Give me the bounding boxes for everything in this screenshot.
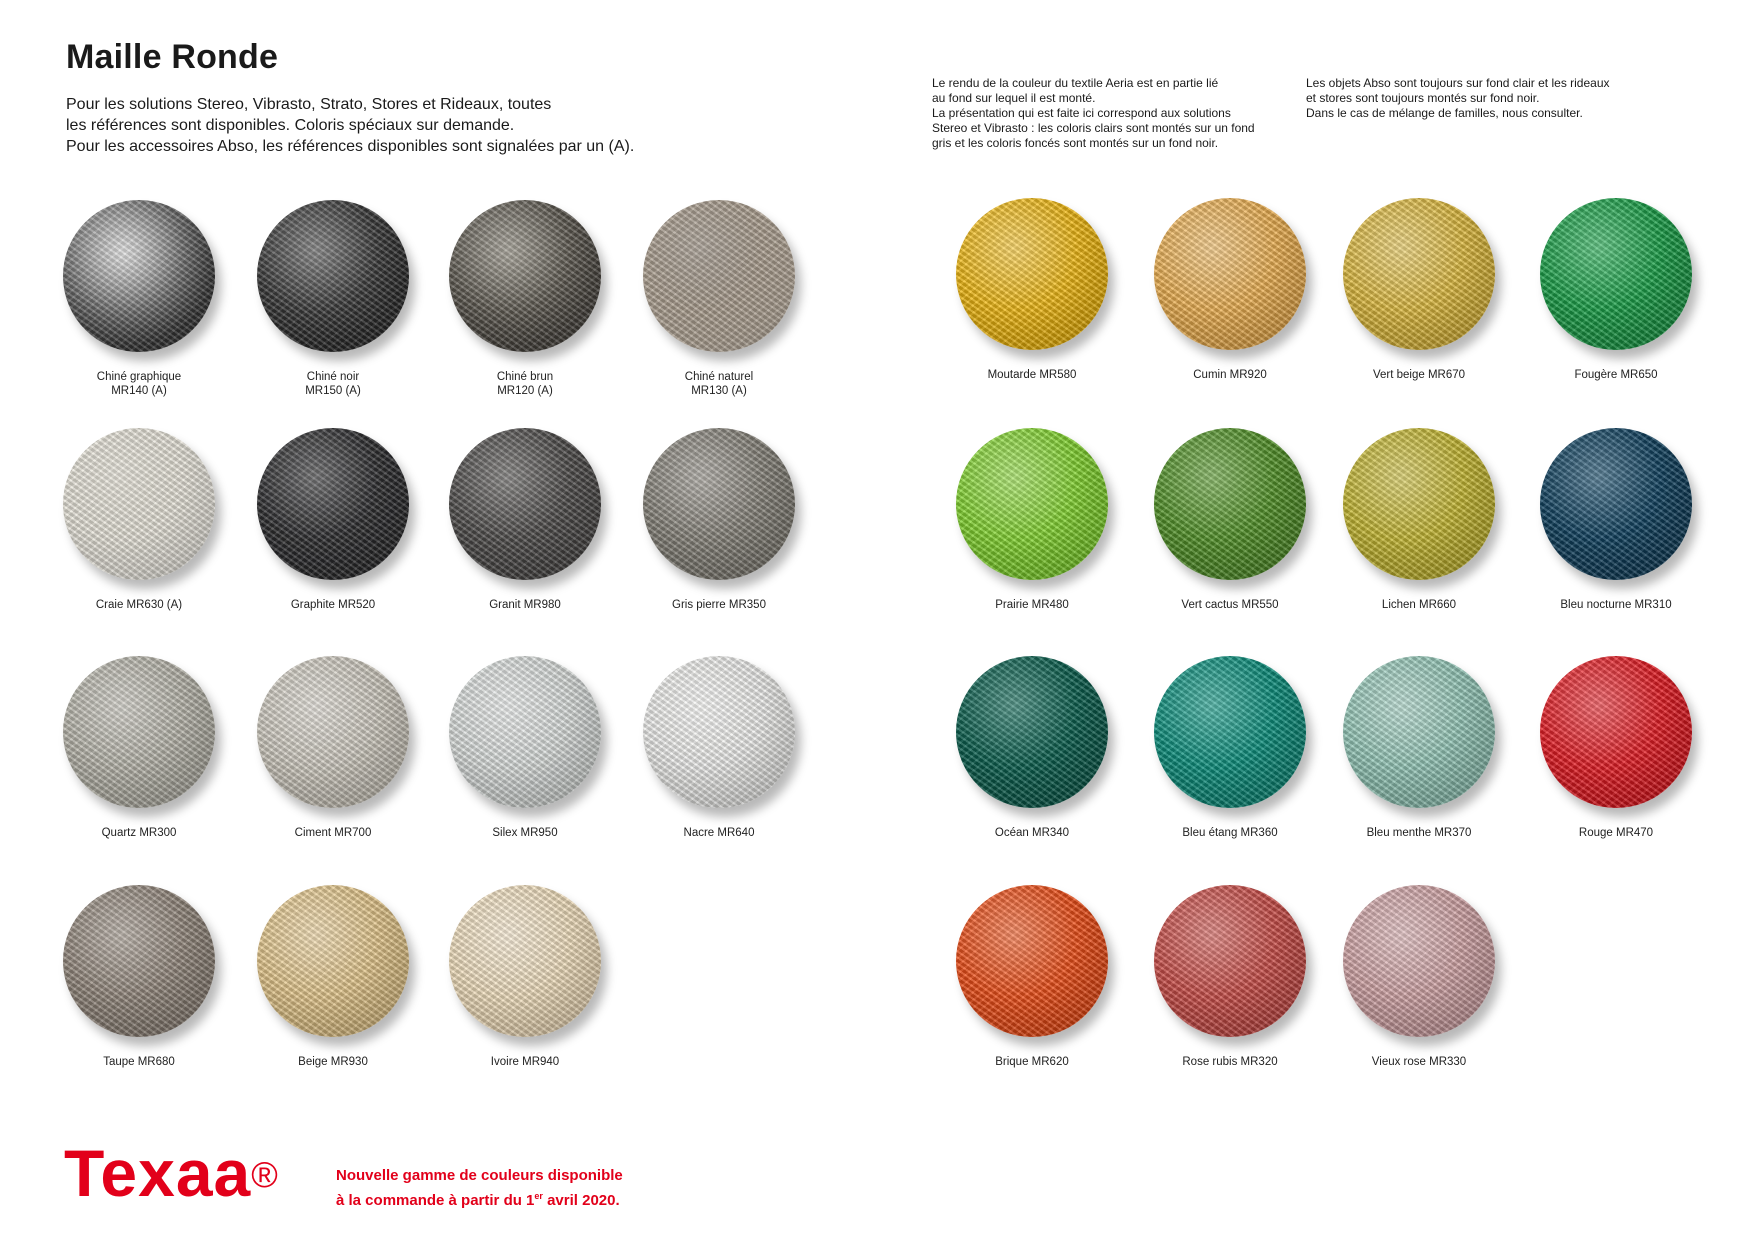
color-swatch — [39, 428, 239, 612]
fabric-swatch-circle — [257, 428, 409, 580]
swatch-label — [932, 826, 1132, 840]
color-swatch — [425, 428, 625, 612]
swatch-name: Beige MR930 — [298, 1056, 368, 1068]
swatch-name: Craie MR630 (A) — [95, 599, 183, 611]
swatch-name: Gris pierre MR350 — [672, 599, 766, 611]
swatch-label — [1130, 368, 1330, 382]
swatch-name: Silex MR950 — [492, 827, 558, 839]
intro-line-1: Pour les solutions Stereo, Vibrasto, Strato, Stores et Rideaux, toutes — [66, 96, 552, 113]
swatch-name: Brique MR620 — [995, 1056, 1069, 1068]
swatch-label — [1130, 598, 1330, 612]
fabric-swatch-circle — [956, 885, 1108, 1037]
swatch-code: MR120 (A) — [497, 385, 553, 397]
color-rendering-note: Le rendu de la couleur du textile Aeria est en partie lié au fond sur lequel il est monté. La présentation qui est faite ici correspond aux solutions Stereo et Vibrasto : les coloris clairs sont montés sur un fond gris et les coloris foncés sont montés sur un fond noir. — [932, 76, 1255, 150]
color-swatch — [1130, 656, 1330, 840]
intro-line-2: les références sont disponibles. Coloris spéciaux sur demande. — [66, 117, 515, 134]
swatch-name: Chiné brun — [496, 371, 554, 383]
fabric-swatch-circle — [956, 198, 1108, 350]
fabric-swatch-circle — [449, 428, 601, 580]
swatch-name: Moutarde MR580 — [987, 369, 1077, 381]
swatch-name: Fougère MR650 — [1574, 369, 1658, 381]
swatch-name: Bleu menthe MR370 — [1366, 827, 1472, 839]
swatch-label — [932, 1055, 1132, 1069]
swatch-name: Vert beige MR670 — [1372, 369, 1466, 381]
color-swatch — [1319, 198, 1519, 382]
fabric-swatch-circle — [1343, 885, 1495, 1037]
fabric-swatch-circle — [449, 885, 601, 1037]
fabric-swatch-circle — [1343, 428, 1495, 580]
swatch-label — [233, 1055, 433, 1069]
swatch-name: Quartz MR300 — [101, 827, 177, 839]
color-swatch — [233, 428, 433, 612]
swatch-label — [1516, 368, 1716, 382]
swatch-name: Lichen MR660 — [1381, 599, 1457, 611]
fabric-swatch-circle — [1154, 885, 1306, 1037]
swatch-name: Bleu étang MR360 — [1182, 827, 1278, 839]
swatch-label — [39, 370, 239, 398]
color-swatch — [425, 200, 625, 398]
fabric-swatch-circle — [449, 200, 601, 352]
swatch-label — [425, 370, 625, 398]
fabric-swatch-circle — [257, 200, 409, 352]
fabric-swatch-circle — [1540, 428, 1692, 580]
promo-line-1: Nouvelle gamme de couleurs disponible — [336, 1167, 623, 1184]
swatch-name: Chiné graphique — [96, 371, 182, 383]
color-swatch — [1319, 428, 1519, 612]
new-range-announcement — [336, 1166, 623, 1211]
swatch-code: MR150 (A) — [305, 385, 361, 397]
intro-line-3: Pour les accessoires Abso, les références disponibles sont signalées par un (A). — [66, 138, 635, 155]
swatch-name: Ciment MR700 — [294, 827, 372, 839]
fabric-swatch-circle — [1154, 198, 1306, 350]
swatch-name: Prairie MR480 — [995, 599, 1069, 611]
color-swatch — [932, 656, 1132, 840]
color-swatch — [425, 885, 625, 1069]
swatch-label — [39, 826, 239, 840]
fabric-swatch-circle — [1343, 656, 1495, 808]
color-swatch — [1319, 885, 1519, 1069]
fabric-swatch-circle — [63, 656, 215, 808]
color-swatch — [233, 200, 433, 398]
swatch-name: Bleu nocturne MR310 — [1560, 599, 1672, 611]
swatch-name: Chiné noir — [306, 371, 360, 383]
color-swatch — [619, 200, 819, 398]
page-title: Maille Ronde — [66, 38, 279, 76]
swatch-name: Chiné naturel — [684, 371, 754, 383]
fabric-swatch-circle — [1154, 428, 1306, 580]
promo-line-2: à la commande à partir du 1er avril 2020. — [336, 1191, 620, 1209]
fabric-swatch-circle — [63, 885, 215, 1037]
color-swatch — [1130, 198, 1330, 382]
color-swatch — [932, 198, 1132, 382]
swatch-name: Ivoire MR940 — [490, 1056, 560, 1068]
swatch-name: Océan MR340 — [994, 827, 1070, 839]
swatch-label — [932, 598, 1132, 612]
swatch-name: Rose rubis MR320 — [1182, 1056, 1278, 1068]
fabric-swatch-circle — [643, 200, 795, 352]
swatch-label — [619, 826, 819, 840]
swatch-name: Rouge MR470 — [1578, 827, 1654, 839]
swatch-name: Cumin MR920 — [1193, 369, 1267, 381]
swatch-label — [425, 826, 625, 840]
swatch-label — [619, 598, 819, 612]
swatch-label — [39, 598, 239, 612]
color-swatch — [1130, 885, 1330, 1069]
swatch-label — [1319, 826, 1519, 840]
fabric-swatch-circle — [1540, 198, 1692, 350]
fabric-swatch-circle — [257, 656, 409, 808]
color-swatch — [233, 656, 433, 840]
swatch-label — [425, 1055, 625, 1069]
swatch-label — [1319, 598, 1519, 612]
fabric-swatch-circle — [63, 200, 215, 352]
swatch-name: Vieux rose MR330 — [1371, 1056, 1467, 1068]
swatch-name: Graphite MR520 — [290, 599, 376, 611]
fabric-swatch-circle — [643, 656, 795, 808]
fabric-swatch-circle — [643, 428, 795, 580]
fabric-swatch-circle — [1343, 198, 1495, 350]
swatch-code: MR130 (A) — [691, 385, 747, 397]
intro-text — [66, 94, 666, 157]
color-swatch — [1516, 198, 1716, 382]
texaa-logo: Texaa® — [64, 1136, 279, 1210]
swatch-label — [425, 598, 625, 612]
swatch-name: Vert cactus MR550 — [1181, 599, 1279, 611]
swatch-label — [1130, 1055, 1330, 1069]
fabric-swatch-circle — [1154, 656, 1306, 808]
color-swatch — [425, 656, 625, 840]
color-swatch — [39, 200, 239, 398]
fabric-swatch-circle — [956, 656, 1108, 808]
swatch-label — [233, 598, 433, 612]
color-swatch — [1319, 656, 1519, 840]
color-swatch — [932, 428, 1132, 612]
swatch-code: MR140 (A) — [111, 385, 167, 397]
color-swatch — [1130, 428, 1330, 612]
swatch-label — [1319, 1055, 1519, 1069]
swatch-label — [1319, 368, 1519, 382]
swatch-label — [619, 370, 819, 398]
fabric-swatch-circle — [449, 656, 601, 808]
swatch-label — [1516, 826, 1716, 840]
color-swatch — [39, 885, 239, 1069]
swatch-label — [932, 368, 1132, 382]
abso-background-note: Les objets Abso sont toujours sur fond clair et les rideaux et stores sont toujours montés sur fond noir. Dans le cas de mélange de familles, nous consulter. — [1306, 76, 1610, 120]
fabric-swatch-circle — [257, 885, 409, 1037]
swatch-label — [39, 1055, 239, 1069]
color-swatch — [39, 656, 239, 840]
color-swatch — [932, 885, 1132, 1069]
fabric-swatch-circle — [1540, 656, 1692, 808]
fabric-swatch-circle — [956, 428, 1108, 580]
color-swatch — [619, 428, 819, 612]
swatch-name: Taupe MR680 — [103, 1056, 175, 1068]
swatch-name: Nacre MR640 — [683, 827, 755, 839]
swatch-label — [233, 370, 433, 398]
swatch-label — [233, 826, 433, 840]
swatch-label — [1516, 598, 1716, 612]
swatch-name: Granit MR980 — [489, 599, 561, 611]
color-swatch — [233, 885, 433, 1069]
color-swatch — [619, 656, 819, 840]
swatch-label — [1130, 826, 1330, 840]
color-swatch — [1516, 428, 1716, 612]
fabric-swatch-circle — [63, 428, 215, 580]
color-swatch — [1516, 656, 1716, 840]
